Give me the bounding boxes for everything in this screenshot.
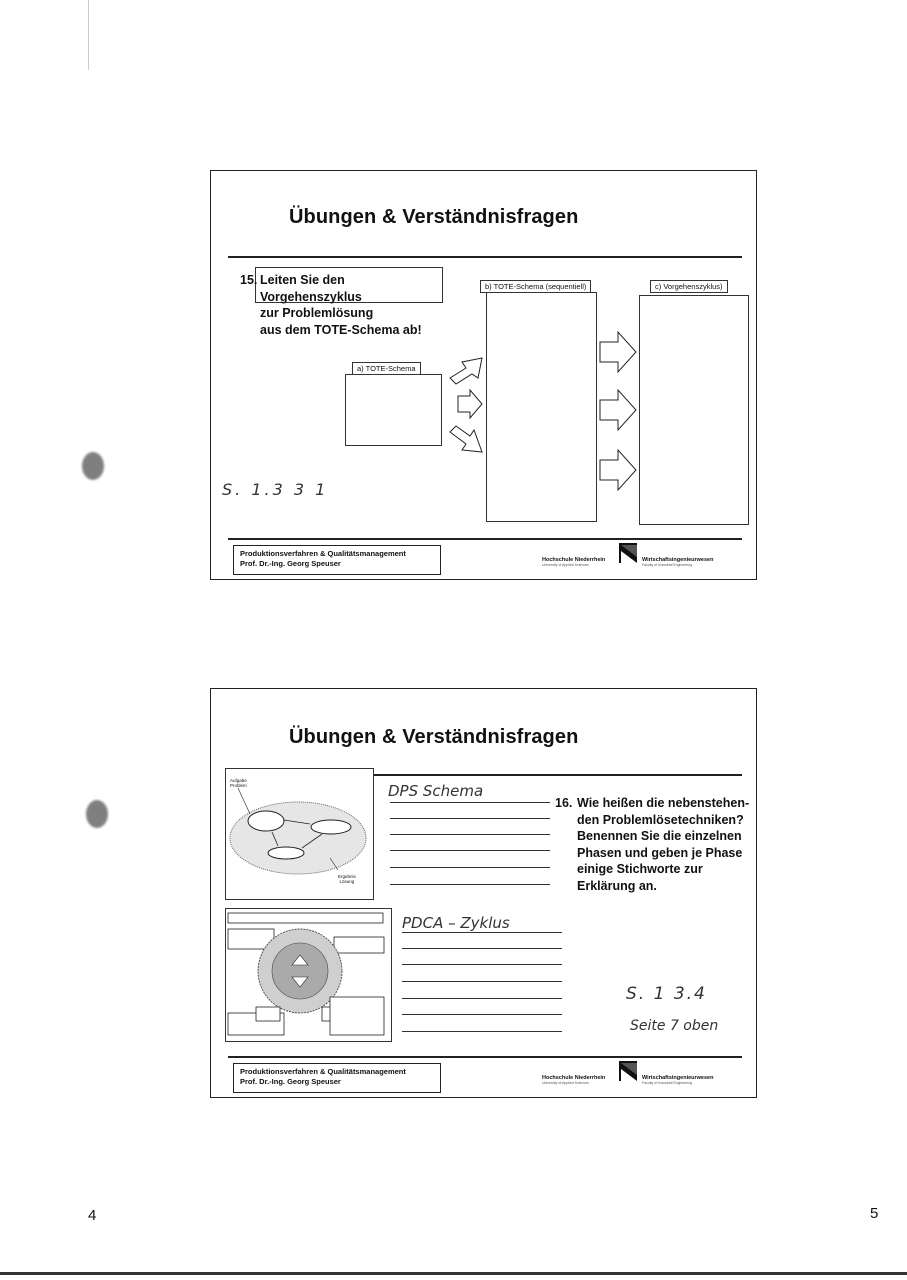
scan-bottom-edge bbox=[0, 1272, 907, 1275]
page-number-right: 5 bbox=[870, 1205, 879, 1222]
pdca-cycle-graphic bbox=[226, 909, 389, 1039]
university-name: Hochschule Niederrhein University of Applied Sciences bbox=[542, 1075, 606, 1085]
footer-box: Produktionsverfahren & Qualitätsmanagement Prof. Dr.-Ing. Georg Speuser bbox=[233, 545, 441, 575]
arrow-icon bbox=[450, 426, 482, 452]
answer-line bbox=[390, 867, 550, 868]
arrow-icon bbox=[600, 332, 636, 372]
answer-line bbox=[402, 1014, 562, 1015]
answer-line bbox=[402, 981, 562, 982]
handwritten-note: S. 1.3 3 1 bbox=[222, 480, 329, 499]
answer-line bbox=[390, 834, 550, 835]
handwritten-page-ref: Seite 7 oben bbox=[630, 1018, 719, 1034]
page-number-left: 4 bbox=[88, 1207, 97, 1224]
arrow-icon bbox=[458, 390, 482, 418]
vorgehenszyklus-label: c) Vorgehenszyklus) bbox=[650, 280, 728, 293]
answer-line bbox=[402, 964, 562, 965]
question-15-text: Leiten Sie den Vorgehenszyklus zur Problemlösung aus dem TOTE-Schema ab! bbox=[260, 273, 422, 337]
punch-hole bbox=[82, 452, 104, 480]
question-16-text: Wie heißen die nebenstehen- den Problemlösetechniken? Benennen Sie die einzelnen Phasen und geben je Phase einige Stichworte zur Erklärung an. bbox=[577, 796, 750, 893]
arrow-icon bbox=[600, 390, 636, 430]
dps-end-label: Ergebnis Lösung bbox=[338, 874, 356, 884]
handwritten-reference: S. 1 3.4 bbox=[626, 984, 707, 1004]
punch-hole bbox=[86, 800, 108, 828]
arrow-icon bbox=[450, 358, 482, 384]
dps-start-label: Aufgabe Problem bbox=[230, 778, 247, 788]
answer-line bbox=[390, 850, 550, 851]
question-number: 15. bbox=[240, 273, 258, 287]
footer-divider bbox=[228, 538, 742, 540]
faculty-name: Wirtschaftsingenieurwesen Faculty of Industrial Engineering bbox=[642, 1075, 714, 1085]
title-divider bbox=[372, 774, 742, 776]
answer-line bbox=[390, 802, 550, 803]
university-logo-icon bbox=[619, 543, 637, 563]
slide-title: Übungen & Verständnisfragen bbox=[289, 206, 579, 228]
footer-box: Produktionsverfahren & Qualitätsmanagement Prof. Dr.-Ing. Georg Speuser bbox=[233, 1063, 441, 1093]
handwritten-answer-dps: DPS Schema bbox=[388, 782, 484, 800]
arrow-group-1 bbox=[444, 348, 490, 466]
handwritten-answer-pdca: PDCA – Zyklus bbox=[402, 914, 510, 932]
arrow-icon bbox=[600, 450, 636, 490]
university-name: Hochschule Niederrhein University of Applied Sciences bbox=[542, 557, 606, 567]
answer-line bbox=[402, 1031, 562, 1032]
vorgehenszyklus-panel bbox=[639, 295, 749, 525]
tote-schema-label: a) TOTE-Schema bbox=[352, 362, 421, 375]
answer-line bbox=[390, 884, 550, 885]
university-logo-icon bbox=[619, 1061, 637, 1081]
tote-sequential-label: b) TOTE-Schema (sequentiell) bbox=[480, 280, 591, 293]
footer-divider bbox=[228, 1056, 742, 1058]
answer-line bbox=[402, 932, 562, 933]
scan-edge-line bbox=[88, 0, 89, 70]
arrow-group-2 bbox=[596, 330, 640, 492]
faculty-name: Wirtschaftsingenieurwesen Faculty of Industrial Engineering bbox=[642, 557, 714, 567]
question-number: 16. bbox=[555, 796, 573, 810]
dps-cycle-graphic bbox=[228, 786, 370, 886]
slide-title: Übungen & Verständnisfragen bbox=[289, 726, 579, 748]
title-divider bbox=[228, 256, 742, 258]
answer-line bbox=[402, 948, 562, 949]
answer-line bbox=[402, 998, 562, 999]
tote-schema-panel bbox=[345, 374, 442, 446]
answer-line bbox=[390, 818, 550, 819]
tote-sequential-panel bbox=[486, 292, 597, 522]
